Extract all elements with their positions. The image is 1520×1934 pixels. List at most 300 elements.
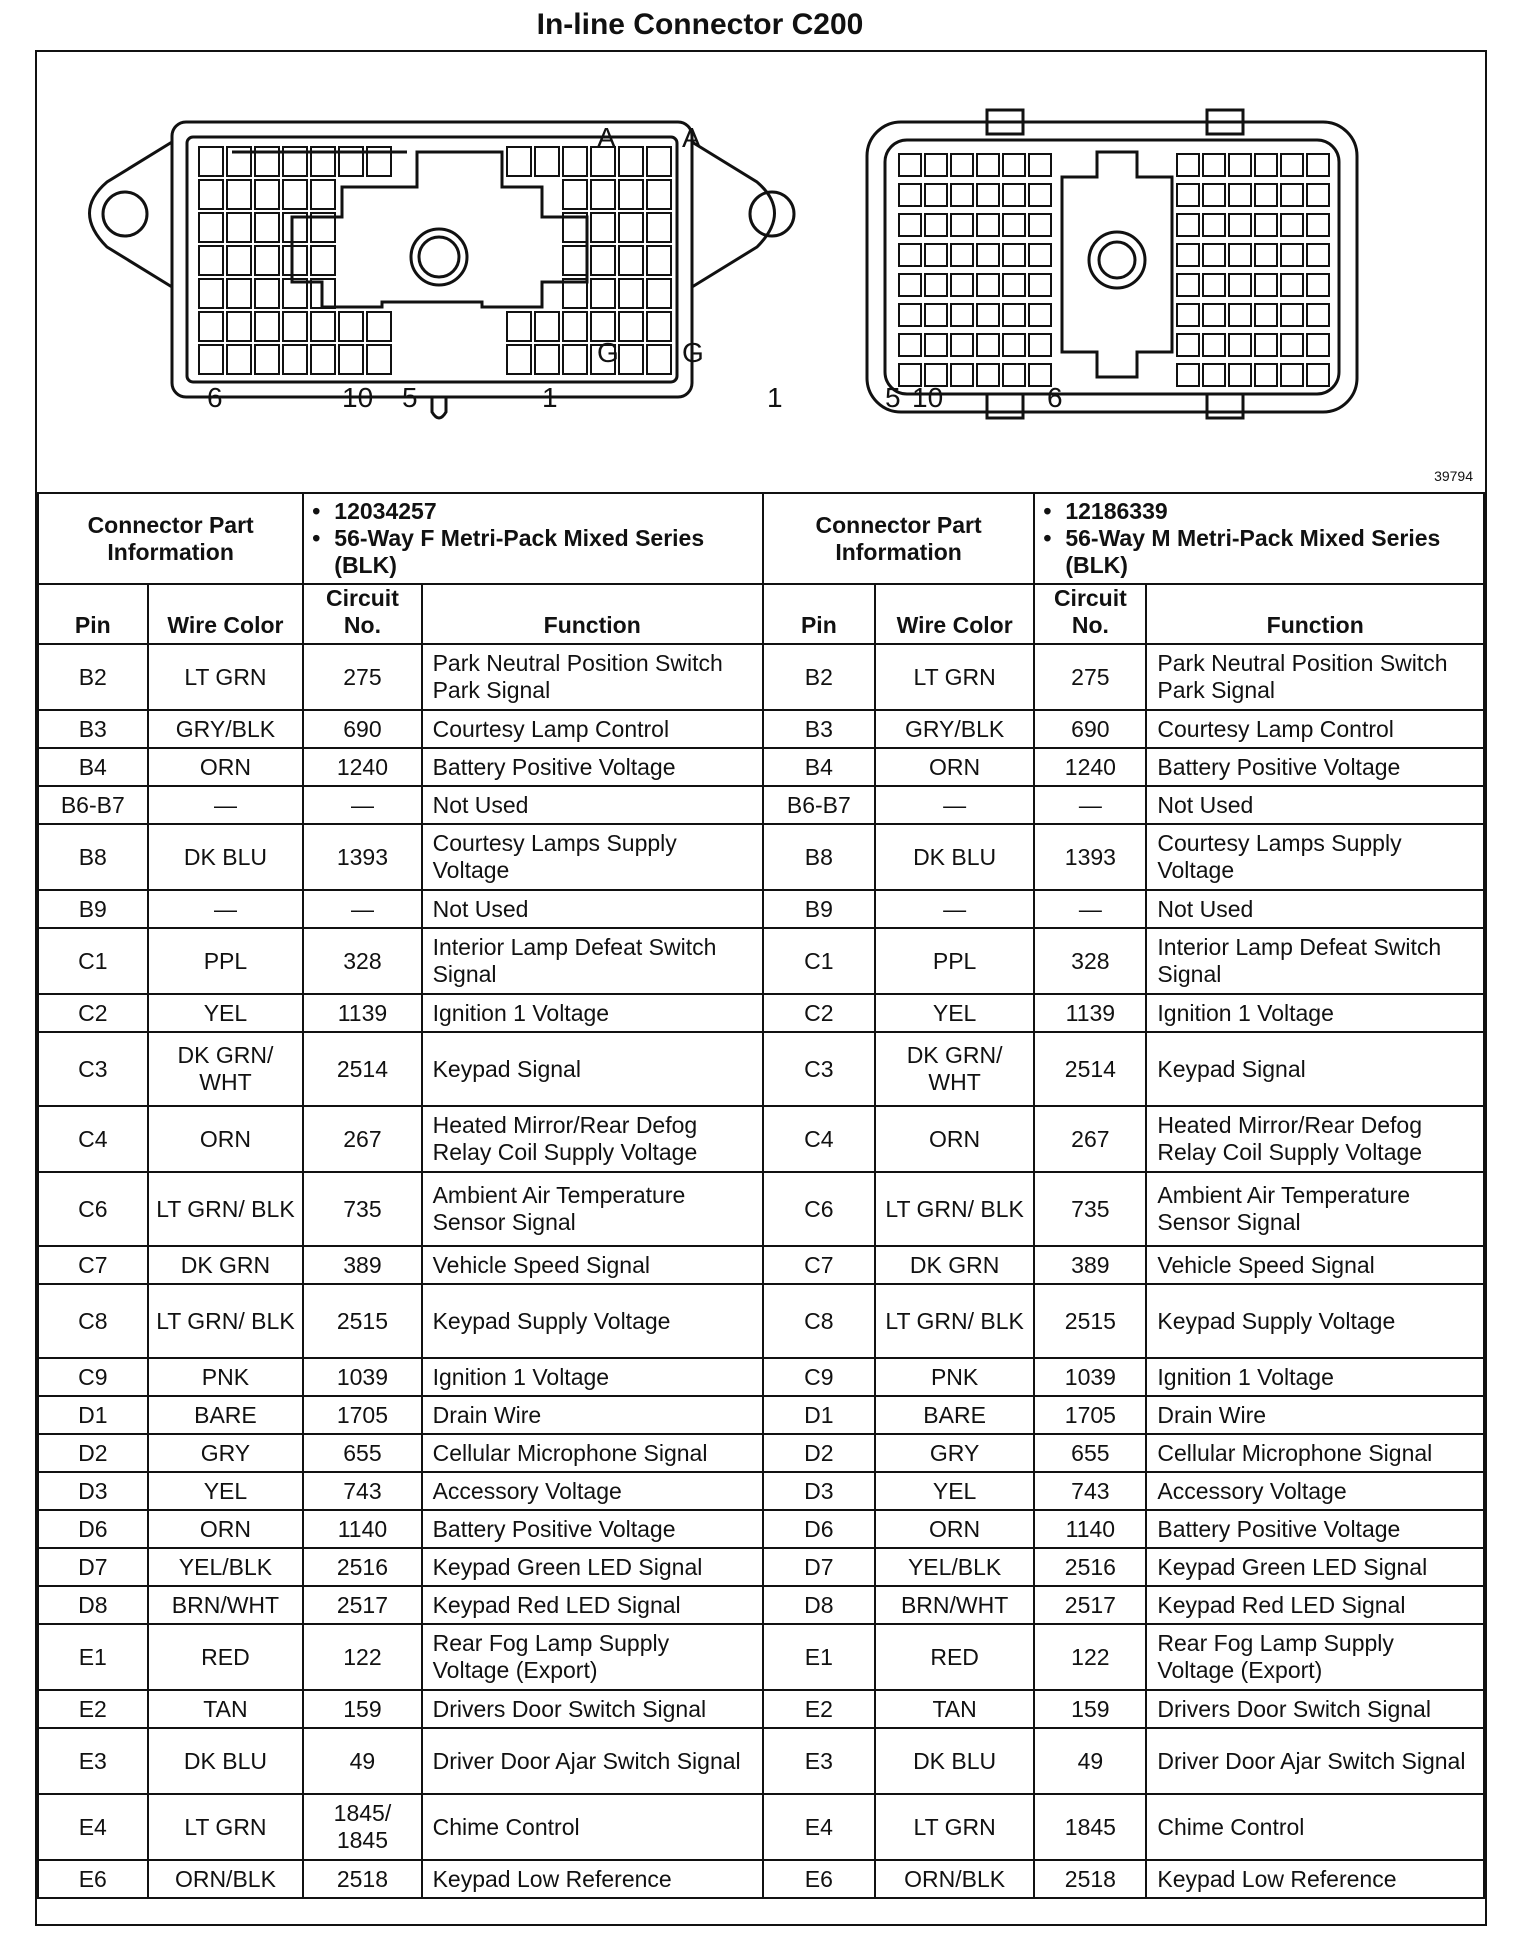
connector-frame — [35, 50, 1487, 1926]
function-cell: Battery Positive Voltage — [1146, 748, 1484, 786]
cavity — [951, 184, 973, 206]
cavity — [1281, 214, 1303, 236]
cavity — [1281, 184, 1303, 206]
circuit-cell: 2516 — [303, 1548, 421, 1586]
right-row-g-label: G — [682, 337, 704, 368]
wire-color-cell: LT GRN/ BLK — [875, 1172, 1034, 1246]
wire-color-cell: DK GRN/ WHT — [875, 1032, 1034, 1106]
wire-color-cell: RED — [875, 1624, 1034, 1690]
pin-cell: B9 — [763, 890, 875, 928]
function-cell: Not Used — [422, 890, 763, 928]
wire-color-cell: RED — [148, 1624, 304, 1690]
pin-cell: B8 — [38, 824, 148, 890]
circuit-cell: 1039 — [1034, 1358, 1146, 1396]
function-cell: Battery Positive Voltage — [422, 1510, 763, 1548]
table-row — [38, 1284, 1484, 1358]
circuit-cell: 743 — [1034, 1472, 1146, 1510]
cavity — [283, 345, 307, 374]
cavity — [1307, 244, 1329, 266]
pin-cell: C2 — [763, 994, 875, 1032]
table-row — [38, 1860, 1484, 1898]
function-cell: Courtesy Lamp Control — [1146, 710, 1484, 748]
col-header-function: Function — [422, 584, 763, 644]
column-header-row — [38, 584, 1484, 644]
cavity — [1029, 154, 1051, 176]
pin-cell: C4 — [763, 1106, 875, 1172]
wire-color-cell: DK BLU — [148, 824, 304, 890]
table-row — [38, 1246, 1484, 1284]
wire-color-cell: — — [875, 786, 1034, 824]
wire-color-cell: LT GRN — [875, 1794, 1034, 1860]
cavity — [899, 184, 921, 206]
pin-cell: D2 — [763, 1434, 875, 1472]
pin-cell: C3 — [38, 1032, 148, 1106]
function-cell: Keypad Supply Voltage — [422, 1284, 763, 1358]
cavity — [255, 279, 279, 308]
pin-cell: E4 — [38, 1794, 148, 1860]
left-part-number: 12034257 — [334, 498, 437, 524]
cavity — [1255, 364, 1277, 386]
cavity — [647, 180, 671, 209]
cavity — [1307, 274, 1329, 296]
cavity — [227, 312, 251, 341]
cavity — [1229, 244, 1251, 266]
pin-cell: D8 — [38, 1586, 148, 1624]
wire-color-cell: — — [148, 786, 304, 824]
function-cell: Courtesy Lamp Control — [422, 710, 763, 748]
function-cell: Ignition 1 Voltage — [422, 1358, 763, 1396]
pin-cell: D7 — [763, 1548, 875, 1586]
cavity — [563, 312, 587, 341]
circuit-cell: 743 — [303, 1472, 421, 1510]
cavity — [899, 274, 921, 296]
cavity — [227, 279, 251, 308]
circuit-cell: 122 — [1034, 1624, 1146, 1690]
wire-color-cell: DK BLU — [875, 824, 1034, 890]
cavity — [1229, 184, 1251, 206]
function-cell: Driver Door Ajar Switch Signal — [422, 1728, 763, 1794]
table-row — [38, 1106, 1484, 1172]
table-row — [38, 1690, 1484, 1728]
pin-cell: C2 — [38, 994, 148, 1032]
cavity — [311, 312, 335, 341]
cavity — [339, 312, 363, 341]
circuit-cell: 2514 — [303, 1032, 421, 1106]
cavity — [255, 213, 279, 242]
function-cell: Not Used — [1146, 890, 1484, 928]
left-connector-shape — [90, 122, 795, 418]
wire-color-cell: YEL/BLK — [875, 1548, 1034, 1586]
wire-color-cell: ORN — [875, 1106, 1034, 1172]
wire-color-cell: BRN/WHT — [148, 1586, 304, 1624]
function-cell: Interior Lamp Defeat Switch Signal — [422, 928, 763, 994]
circuit-cell: 735 — [1034, 1172, 1146, 1246]
cavity — [1177, 154, 1199, 176]
cavity — [1307, 214, 1329, 236]
cavity — [591, 213, 615, 242]
wire-color-cell: LT GRN/ BLK — [148, 1284, 304, 1358]
cavity — [1203, 154, 1225, 176]
cavity — [535, 312, 559, 341]
cavity — [1281, 274, 1303, 296]
cavity — [1281, 154, 1303, 176]
function-cell: Accessory Voltage — [422, 1472, 763, 1510]
circuit-cell: 2518 — [303, 1860, 421, 1898]
pin-cell: D6 — [38, 1510, 148, 1548]
pin-cell: D6 — [763, 1510, 875, 1548]
function-cell: Heated Mirror/Rear Defog Relay Coil Supply Voltage — [1146, 1106, 1484, 1172]
table-row — [38, 1396, 1484, 1434]
cavity — [1229, 274, 1251, 296]
left-connector-desc: 56-Way F Metri-Pack Mixed Series (BLK) — [334, 525, 705, 578]
circuit-cell: 1705 — [303, 1396, 421, 1434]
wire-color-cell: DK GRN/ WHT — [148, 1032, 304, 1106]
cavity — [227, 213, 251, 242]
wire-color-cell: YEL/BLK — [148, 1548, 304, 1586]
function-cell: Interior Lamp Defeat Switch Signal — [1146, 928, 1484, 994]
pin-cell: E4 — [763, 1794, 875, 1860]
wire-color-cell: LT GRN — [148, 1794, 304, 1860]
wire-color-cell: YEL — [875, 1472, 1034, 1510]
cavity — [1003, 244, 1025, 266]
circuit-cell: 2515 — [303, 1284, 421, 1358]
cavity — [899, 244, 921, 266]
cavity — [283, 180, 307, 209]
cavity — [1177, 244, 1199, 266]
wire-color-cell: PPL — [875, 928, 1034, 994]
connector-diagram — [37, 52, 1485, 494]
pin-cell: C4 — [38, 1106, 148, 1172]
pin-cell: C1 — [38, 928, 148, 994]
cavity — [647, 246, 671, 275]
cavity — [199, 180, 223, 209]
cavity — [647, 279, 671, 308]
cavity — [647, 345, 671, 374]
function-cell: Keypad Red LED Signal — [422, 1586, 763, 1624]
wire-color-cell: GRY — [148, 1434, 304, 1472]
pin-cell: E2 — [38, 1690, 148, 1728]
circuit-cell: 1393 — [1034, 824, 1146, 890]
cavity — [647, 213, 671, 242]
right-row-a-label: A — [682, 122, 701, 153]
circuit-cell: 655 — [1034, 1434, 1146, 1472]
wire-color-cell: GRY — [875, 1434, 1034, 1472]
circuit-cell: 2517 — [1034, 1586, 1146, 1624]
cavity — [199, 312, 223, 341]
function-cell: Rear Fog Lamp Supply Voltage (Export) — [422, 1624, 763, 1690]
table-row — [38, 644, 1484, 710]
circuit-cell: — — [1034, 786, 1146, 824]
circuit-cell: 1393 — [303, 824, 421, 890]
cavity — [1177, 304, 1199, 326]
pin-cell: E6 — [763, 1860, 875, 1898]
function-cell: Driver Door Ajar Switch Signal — [1146, 1728, 1484, 1794]
cavity — [1255, 214, 1277, 236]
cavity — [925, 184, 947, 206]
left-col-1-label: 1 — [542, 382, 558, 413]
wire-color-cell: — — [148, 890, 304, 928]
cavity — [1255, 274, 1277, 296]
circuit-cell: 2518 — [1034, 1860, 1146, 1898]
cavity — [535, 345, 559, 374]
left-row-g-label: G — [597, 337, 619, 368]
cavity — [255, 345, 279, 374]
cavity — [619, 213, 643, 242]
cavity — [311, 180, 335, 209]
function-cell: Keypad Low Reference — [1146, 1860, 1484, 1898]
right-col-5-label: 5 — [885, 382, 901, 413]
cavity — [563, 147, 587, 176]
cavity — [199, 279, 223, 308]
cavity — [1203, 304, 1225, 326]
wire-color-cell: LT GRN — [148, 644, 304, 710]
pin-cell: B8 — [763, 824, 875, 890]
function-cell: Rear Fog Lamp Supply Voltage (Export) — [1146, 1624, 1484, 1690]
cavity — [1229, 364, 1251, 386]
wire-color-cell: DK BLU — [875, 1728, 1034, 1794]
circuit-cell: 1845 — [1034, 1794, 1146, 1860]
cavity — [367, 312, 391, 341]
cavity — [951, 274, 973, 296]
cavity — [951, 334, 973, 356]
wire-color-cell: BRN/WHT — [875, 1586, 1034, 1624]
left-col-6-label: 6 — [207, 382, 223, 413]
circuit-cell: 389 — [1034, 1246, 1146, 1284]
cavity — [1003, 184, 1025, 206]
circuit-cell: 690 — [303, 710, 421, 748]
cavity — [977, 304, 999, 326]
table-row — [38, 786, 1484, 824]
cavity — [1003, 364, 1025, 386]
table-row — [38, 1728, 1484, 1794]
wire-color-cell: TAN — [875, 1690, 1034, 1728]
pin-cell: B3 — [763, 710, 875, 748]
cavity — [1003, 304, 1025, 326]
table-row — [38, 1358, 1484, 1396]
wire-color-cell: ORN — [875, 1510, 1034, 1548]
cavity — [1203, 184, 1225, 206]
table-row — [38, 1794, 1484, 1860]
wire-color-cell: LT GRN/ BLK — [148, 1172, 304, 1246]
function-cell: Keypad Supply Voltage — [1146, 1284, 1484, 1358]
cavity — [619, 246, 643, 275]
table-row — [38, 824, 1484, 890]
table-row — [38, 928, 1484, 994]
pin-cell: B6-B7 — [38, 786, 148, 824]
left-col-5-label: 5 — [402, 382, 418, 413]
table-row — [38, 1032, 1484, 1106]
wire-color-cell: DK BLU — [148, 1728, 304, 1794]
col-header-pin: Pin — [763, 584, 875, 644]
wire-color-cell: DK GRN — [875, 1246, 1034, 1284]
circuit-cell: 328 — [1034, 928, 1146, 994]
function-cell: Ambient Air Temperature Sensor Signal — [1146, 1172, 1484, 1246]
function-cell: Not Used — [1146, 786, 1484, 824]
function-cell: Keypad Red LED Signal — [1146, 1586, 1484, 1624]
cavity — [1177, 184, 1199, 206]
wire-color-cell: BARE — [148, 1396, 304, 1434]
wire-color-cell: ORN/BLK — [148, 1860, 304, 1898]
cavity — [507, 312, 531, 341]
circuit-cell: 159 — [303, 1690, 421, 1728]
cavity — [925, 214, 947, 236]
right-col-1-label: 1 — [767, 382, 783, 413]
pin-cell: C9 — [38, 1358, 148, 1396]
wire-color-cell: ORN/BLK — [875, 1860, 1034, 1898]
cavity — [199, 246, 223, 275]
pin-cell: C3 — [763, 1032, 875, 1106]
cavity — [951, 154, 973, 176]
pin-cell: C8 — [38, 1284, 148, 1358]
col-header-circuit: Circuit No. — [303, 584, 421, 644]
left-info-details: • 12034257 • 56-Way F Metri-Pack Mixed Series (BLK) — [303, 493, 763, 584]
cavity — [1281, 364, 1303, 386]
cavity — [1307, 334, 1329, 356]
pin-cell: B2 — [38, 644, 148, 710]
circuit-cell: 2514 — [1034, 1032, 1146, 1106]
pin-cell: D1 — [38, 1396, 148, 1434]
function-cell: Drain Wire — [422, 1396, 763, 1434]
cavity — [619, 312, 643, 341]
pin-cell: D8 — [763, 1586, 875, 1624]
circuit-cell: 267 — [303, 1106, 421, 1172]
cavity — [1203, 214, 1225, 236]
cavity — [1229, 154, 1251, 176]
cavity — [1281, 244, 1303, 266]
function-cell: Keypad Green LED Signal — [1146, 1548, 1484, 1586]
cavity — [1029, 274, 1051, 296]
cavity — [1029, 184, 1051, 206]
circuit-cell: 122 — [303, 1624, 421, 1690]
cavity — [255, 312, 279, 341]
cavity — [1177, 214, 1199, 236]
cavity — [1229, 304, 1251, 326]
circuit-cell: 2516 — [1034, 1548, 1146, 1586]
wire-color-cell: LT GRN/ BLK — [875, 1284, 1034, 1358]
function-cell: Ignition 1 Voltage — [422, 994, 763, 1032]
cavity — [1229, 334, 1251, 356]
function-cell: Vehicle Speed Signal — [422, 1246, 763, 1284]
cavity — [925, 154, 947, 176]
function-cell: Keypad Signal — [1146, 1032, 1484, 1106]
function-cell: Courtesy Lamps Supply Voltage — [422, 824, 763, 890]
cavity — [367, 345, 391, 374]
cavity — [925, 274, 947, 296]
cavity — [977, 334, 999, 356]
wire-color-cell: PNK — [148, 1358, 304, 1396]
circuit-cell: 159 — [1034, 1690, 1146, 1728]
pin-cell: D2 — [38, 1434, 148, 1472]
cavity — [339, 345, 363, 374]
cavity — [977, 274, 999, 296]
cavity — [1203, 274, 1225, 296]
cavity — [1003, 334, 1025, 356]
col-header-circuit: Circuit No. — [1034, 584, 1146, 644]
connector-illustration — [37, 52, 1485, 492]
table-row — [38, 1548, 1484, 1586]
cavity — [977, 244, 999, 266]
cavity — [227, 180, 251, 209]
cavity — [899, 214, 921, 236]
cavity — [563, 246, 587, 275]
table-row — [38, 710, 1484, 748]
function-cell: Ambient Air Temperature Sensor Signal — [422, 1172, 763, 1246]
cavity — [563, 180, 587, 209]
cavity — [1003, 154, 1025, 176]
table-row — [38, 1172, 1484, 1246]
cavity — [311, 246, 335, 275]
cavity — [283, 246, 307, 275]
function-cell: Park Neutral Position Switch Park Signal — [422, 644, 763, 710]
table-row — [38, 1472, 1484, 1510]
cavity — [925, 334, 947, 356]
right-col-10-label: 10 — [912, 382, 944, 413]
cavity — [1307, 184, 1329, 206]
cavity — [1203, 334, 1225, 356]
circuit-cell: 2517 — [303, 1586, 421, 1624]
right-part-number: 12186339 — [1065, 498, 1168, 524]
circuit-cell: 1139 — [303, 994, 421, 1032]
wire-color-cell: PNK — [875, 1358, 1034, 1396]
function-cell: Chime Control — [1146, 1794, 1484, 1860]
left-row-a-label: A — [597, 122, 616, 153]
function-cell: Cellular Microphone Signal — [1146, 1434, 1484, 1472]
cavity — [1307, 364, 1329, 386]
cavity — [951, 304, 973, 326]
wire-color-cell: — — [875, 890, 1034, 928]
circuit-cell: 1039 — [303, 1358, 421, 1396]
cavity — [899, 304, 921, 326]
cavity — [283, 312, 307, 341]
cavity — [1003, 274, 1025, 296]
pin-cell: E1 — [763, 1624, 875, 1690]
circuit-cell: 690 — [1034, 710, 1146, 748]
pin-cell: C8 — [763, 1284, 875, 1358]
pin-cell: E6 — [38, 1860, 148, 1898]
table-row — [38, 1624, 1484, 1690]
table-row — [38, 1434, 1484, 1472]
cavity — [311, 345, 335, 374]
right-info-label: Connector Part Information — [763, 493, 1035, 584]
cavity — [507, 345, 531, 374]
cavity — [899, 334, 921, 356]
cavity — [619, 180, 643, 209]
wire-color-cell: ORN — [875, 748, 1034, 786]
circuit-cell: 1139 — [1034, 994, 1146, 1032]
function-cell: Cellular Microphone Signal — [422, 1434, 763, 1472]
wire-color-cell: YEL — [148, 1472, 304, 1510]
circuit-cell: 1240 — [303, 748, 421, 786]
cavity — [925, 304, 947, 326]
circuit-cell: 1705 — [1034, 1396, 1146, 1434]
cavity — [977, 364, 999, 386]
pin-cell: C1 — [763, 928, 875, 994]
wire-color-cell: ORN — [148, 1106, 304, 1172]
pin-cell: C6 — [38, 1172, 148, 1246]
circuit-cell: 2515 — [1034, 1284, 1146, 1358]
cavity — [1029, 244, 1051, 266]
cavity — [1307, 304, 1329, 326]
left-col-10-label: 10 — [342, 382, 374, 413]
cavity — [1203, 244, 1225, 266]
function-cell: Chime Control — [422, 1794, 763, 1860]
circuit-cell: 735 — [303, 1172, 421, 1246]
wire-color-cell: BARE — [875, 1396, 1034, 1434]
circuit-cell: 275 — [303, 644, 421, 710]
pin-cell: D1 — [763, 1396, 875, 1434]
circuit-cell: — — [1034, 890, 1146, 928]
function-cell: Heated Mirror/Rear Defog Relay Coil Supply Voltage — [422, 1106, 763, 1172]
